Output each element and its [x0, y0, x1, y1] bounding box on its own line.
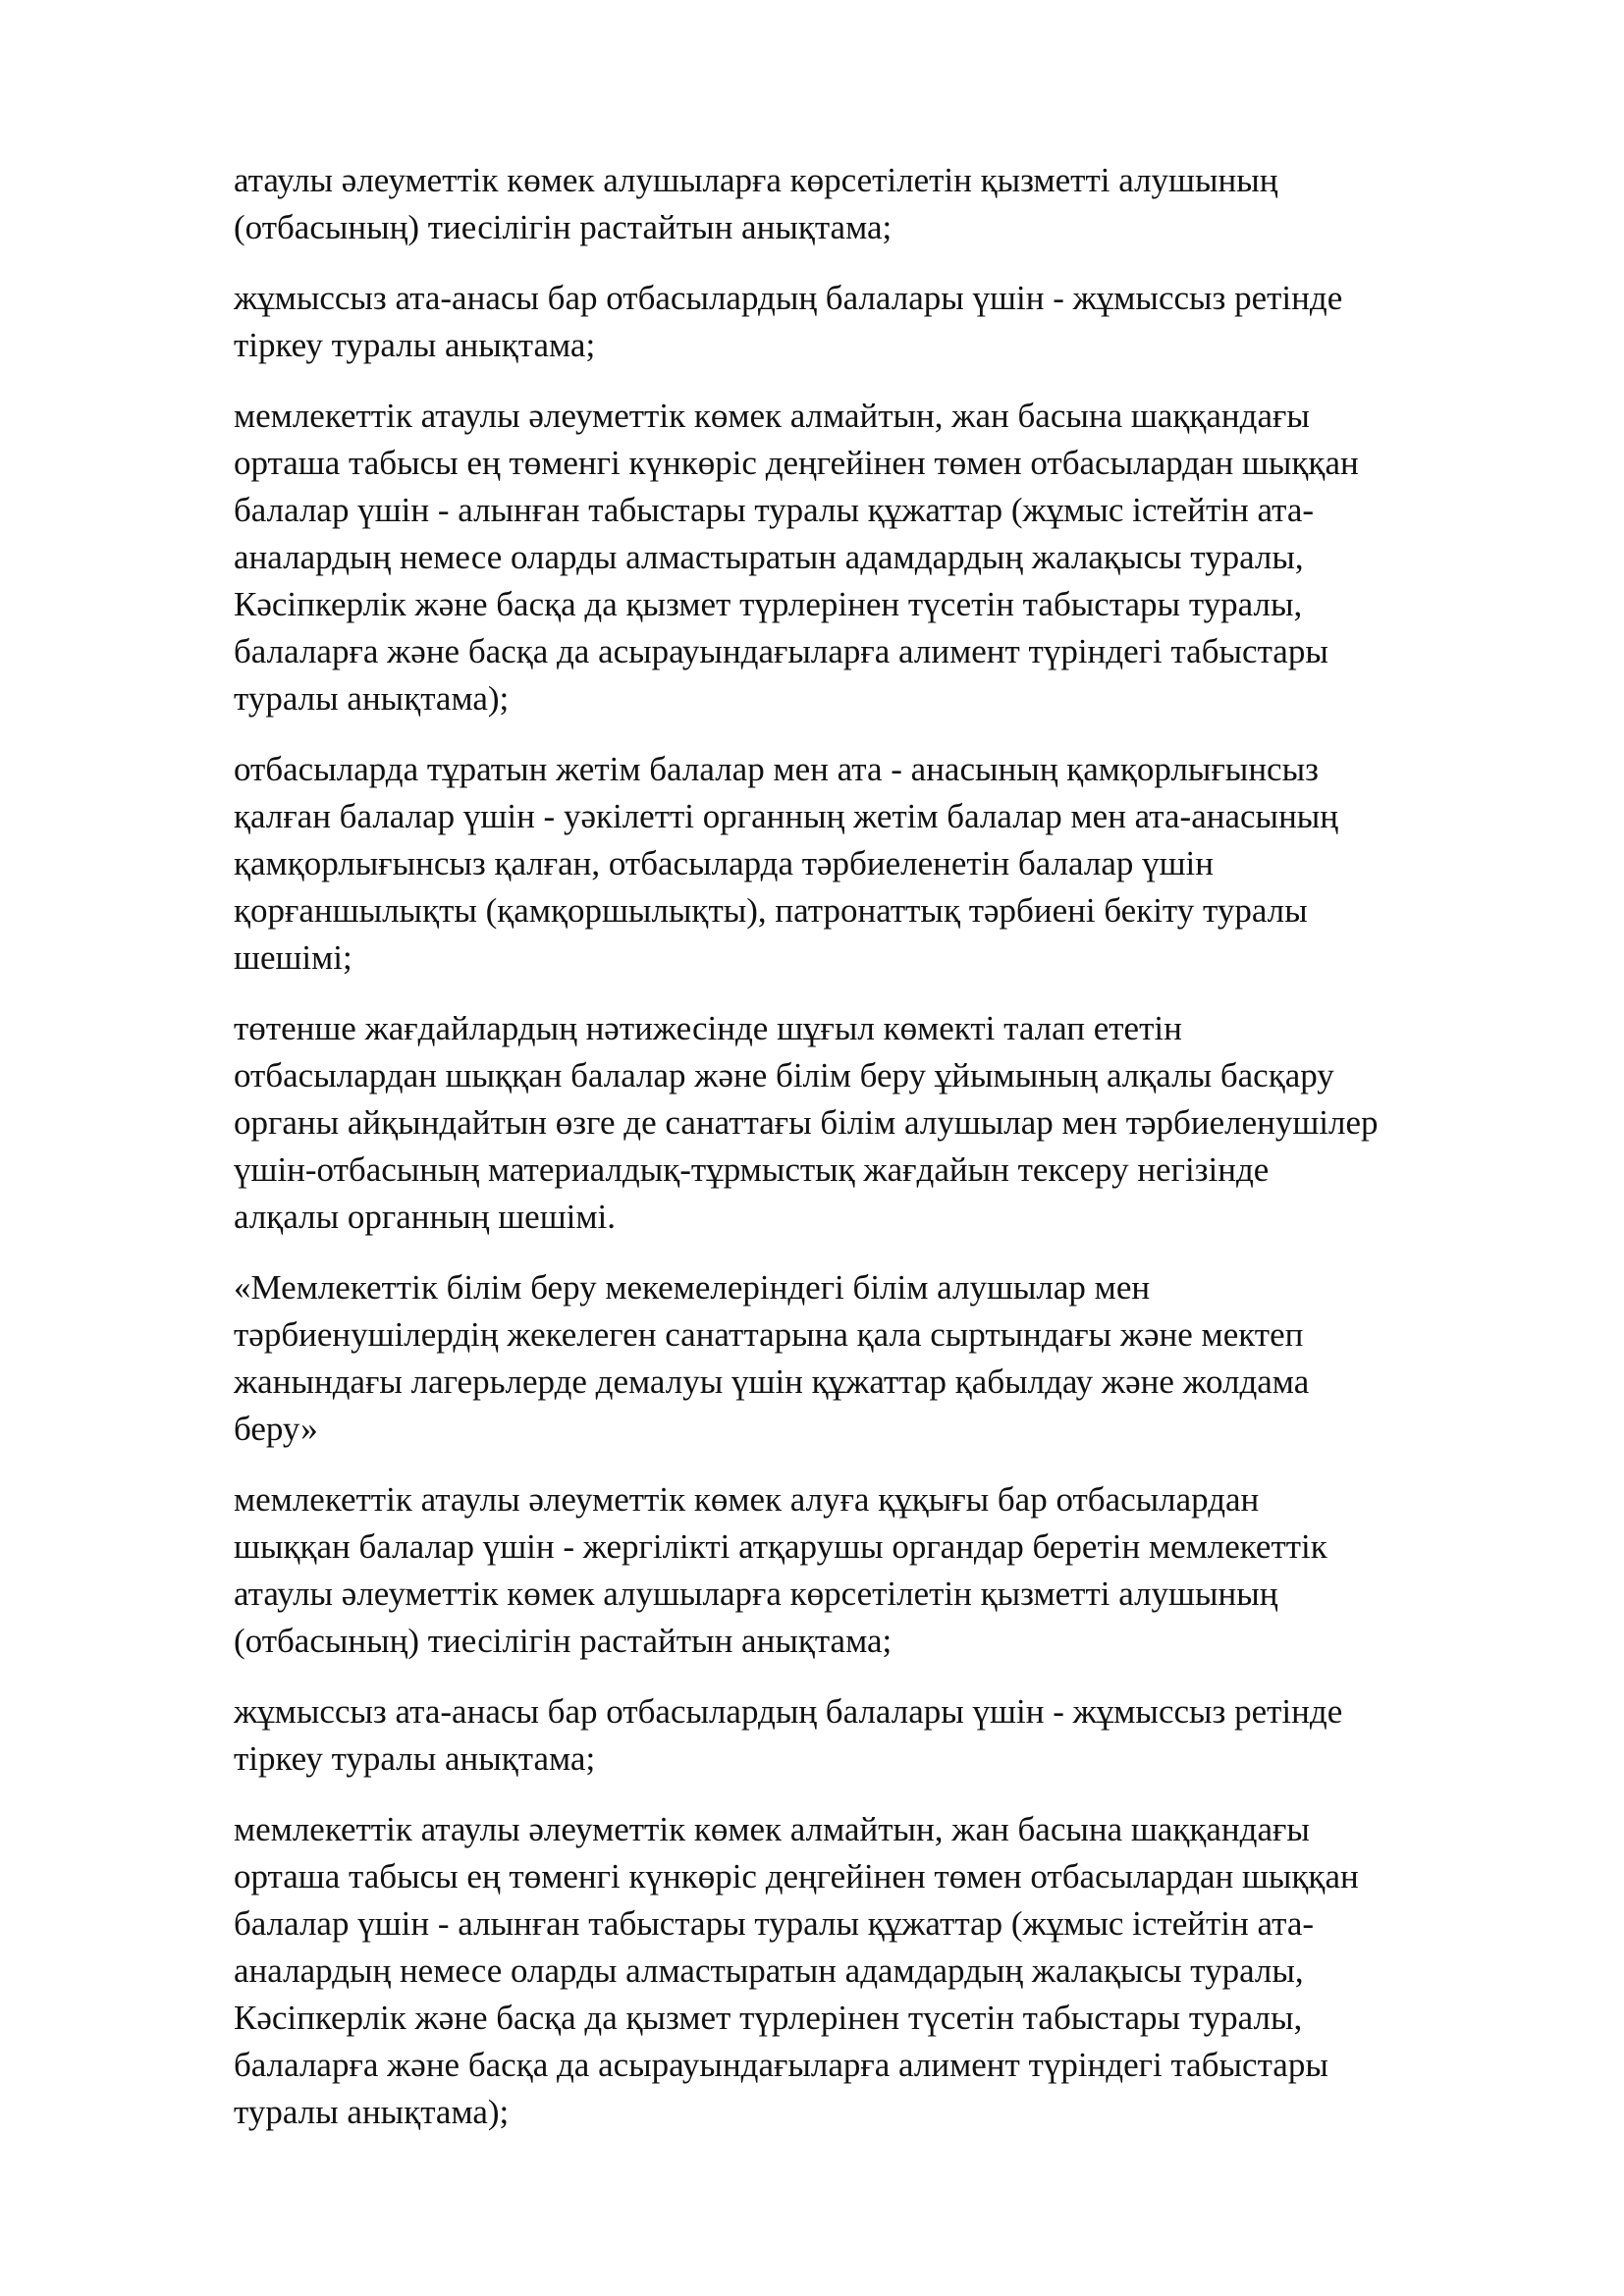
- paragraph: төтенше жағдайлардың нәтижесінде шұғыл көмекті талап ететін отбасылардан шыққан балалар және білім беру ұйымының алқалы басқару органы айқындайтын өзге де санаттағы білім алушылар мен тәрбиеленушілер үшін-отбасының материалдық-тұрмыстық жағдайын тексеру негізінде алқалы органның шешімі.: [234, 1009, 1379, 1236]
- paragraph: отбасыларда тұратын жетім балалар мен ата - анасының қамқорлығынсыз қалған балалар үшін - уәкілетті органның жетім балалар мен ата-анасының қамқорлығынсыз қалған, отбасыларда тәрбиеленетін балалар үшін қорғаншылықты (қамқоршылықты), патронаттық тәрбиені бекіту туралы шешімі;: [234, 750, 1339, 977]
- paragraph: жұмыссыз ата-анасы бар отбасылардың балалары үшін - жұмыссыз ретінде тіркеу туралы анықтама;: [234, 279, 1343, 364]
- paragraph: атаулы әлеуметтік көмек алушыларға көрсетілетін қызметті алушының (отбасының) тиесілігін растайтын анықтама;: [234, 161, 1278, 246]
- paragraph: мемлекеттік атаулы әлеуметтік көмек алмайтын, жан басына шаққандағы орташа табысы ең төменгі күнкөріс деңгейінен төмен отбасылардан шыққан балалар үшін - алынған табыстары туралы құжаттар (жұмыс істейтін ата- аналардың немесе оларды алмастыратын адамдардың жалақысы туралы, Кәсіпкерлік және басқа да қызмет түрлерінен түсетін табыстары туралы, балаларға және басқа да асырауындағыларға алимент түріндегі табыстары туралы анықтама);: [234, 1810, 1359, 2131]
- document-body: [234, 157, 1510, 2160]
- paragraph: «Мемлекеттік білім беру мекемелеріндегі білім алушылар мен тәрбиенушілердің жекелеген санаттарына қала сыртындағы және мектеп жанындағы лагерьлерде демалуы үшін құжаттар қабылдау және жолдама беру»: [234, 1268, 1310, 1448]
- paragraph: мемлекеттік атаулы әлеуметтік көмек алуға құқығы бар отбасылардан шыққан балалар үшін - жергілікті атқарушы органдар беретін мемлекеттік атаулы әлеуметтік көмек алушыларға көрсетілетін қызметті алушының (отбасының) тиесілігін растайтын анықтама;: [234, 1480, 1327, 1660]
- paragraph: мемлекеттік атаулы әлеуметтік көмек алмайтын, жан басына шаққандағы орташа табысы ең төменгі күнкөріс деңгейінен төмен отбасылардан шыққан балалар үшін - алынған табыстары туралы құжаттар (жұмыс істейтін ата- аналардың немесе оларды алмастыратын адамдардың жалақысы туралы, Кәсіпкерлік және басқа да қызмет түрлерінен түсетін табыстары туралы, балаларға және басқа да асырауындағыларға алимент түріндегі табыстары туралы анықтама);: [234, 397, 1359, 718]
- paragraph: жұмыссыз ата-анасы бар отбасылардың балалары үшін - жұмыссыз ретінде тіркеу туралы анықтама;: [234, 1692, 1343, 1778]
